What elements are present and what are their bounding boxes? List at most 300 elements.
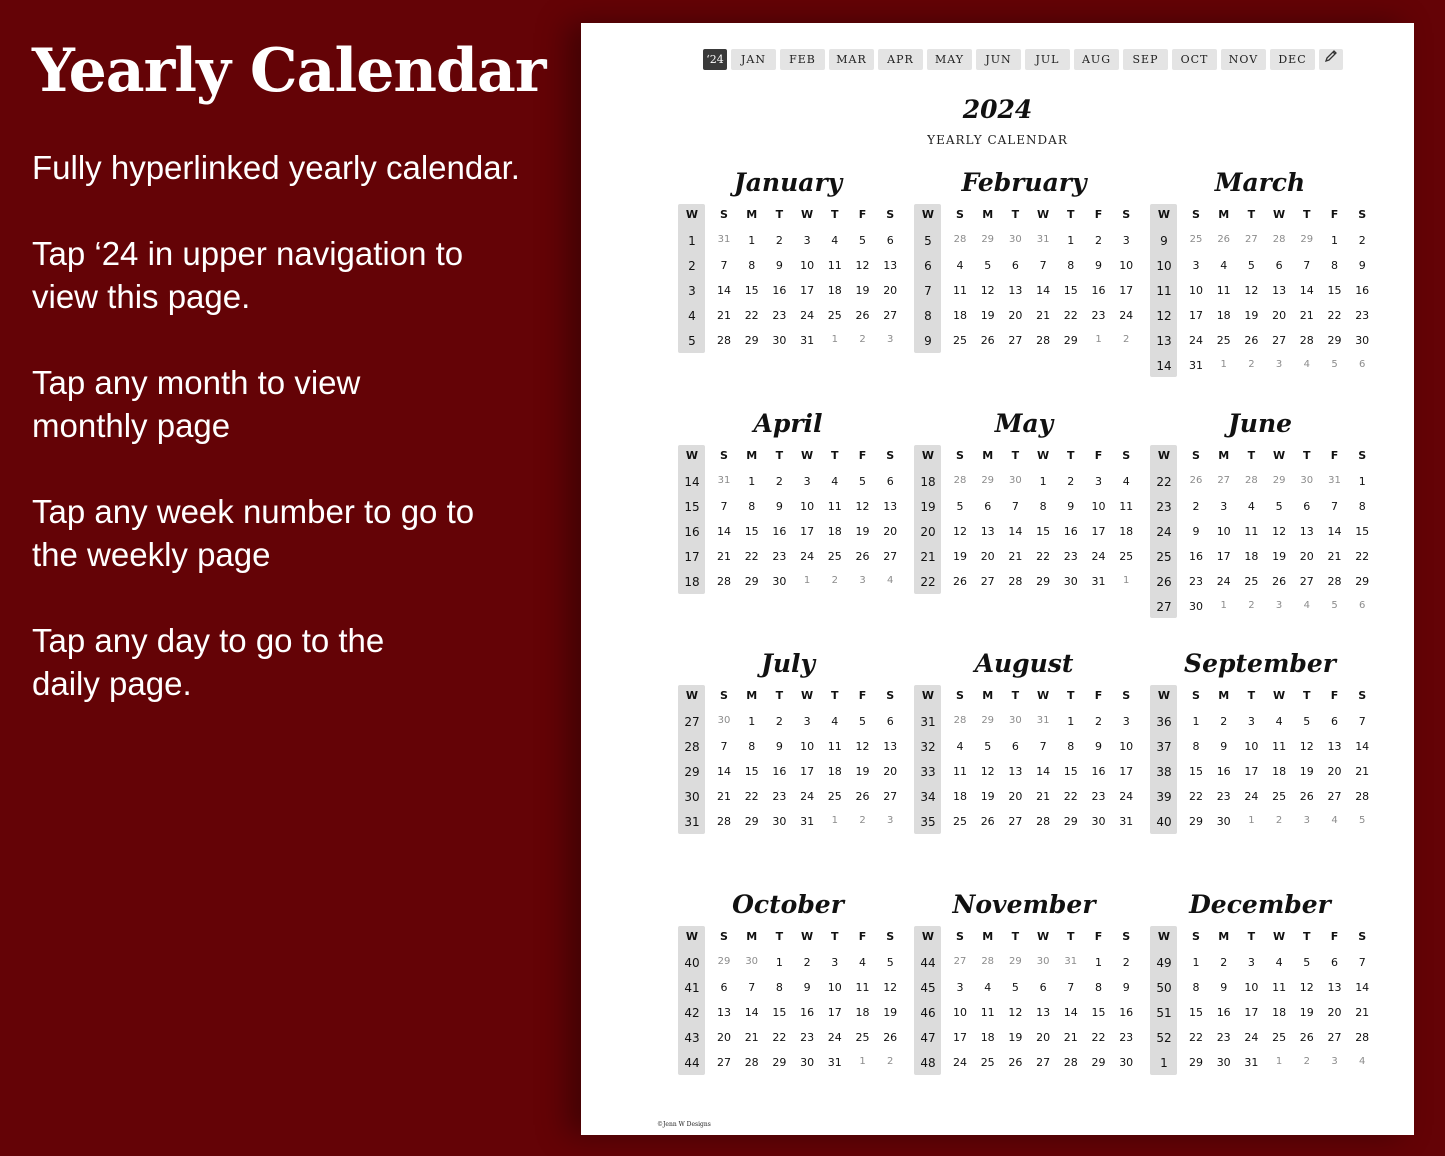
- day-cell[interactable]: 26: [1299, 789, 1314, 803]
- day-cell[interactable]: 22: [1063, 308, 1078, 322]
- day-cell[interactable]: 27: [883, 549, 898, 563]
- day-cell[interactable]: 28: [953, 234, 967, 245]
- day-cell[interactable]: 29: [744, 333, 759, 347]
- day-cell[interactable]: 7: [720, 739, 728, 753]
- day-cell[interactable]: 25: [827, 549, 842, 563]
- day-cell[interactable]: 19: [953, 549, 967, 563]
- day-cell[interactable]: 20: [1327, 764, 1342, 778]
- day-cell[interactable]: 2: [1095, 234, 1102, 247]
- day-cell[interactable]: 27: [1327, 789, 1342, 803]
- day-cell[interactable]: 28: [717, 814, 731, 828]
- day-cell[interactable]: 18: [827, 764, 842, 778]
- day-cell[interactable]: 1: [1095, 956, 1102, 969]
- day-cell[interactable]: 8: [1067, 258, 1075, 272]
- month-name-november[interactable]: November: [952, 890, 1096, 919]
- day-cell[interactable]: 10: [1119, 258, 1134, 272]
- month-name-september[interactable]: September: [1184, 649, 1336, 678]
- day-cell[interactable]: 7: [720, 499, 728, 513]
- day-cell[interactable]: 21: [1008, 549, 1023, 563]
- day-cell[interactable]: 16: [1216, 1005, 1231, 1019]
- nav-month-apr[interactable]: APR: [878, 49, 923, 70]
- nav-month-aug[interactable]: AUG: [1074, 49, 1119, 70]
- day-cell[interactable]: 22: [1327, 308, 1342, 322]
- day-cell[interactable]: 15: [1189, 764, 1203, 778]
- day-cell[interactable]: 31: [1064, 956, 1078, 967]
- week-number[interactable]: 22: [1156, 475, 1172, 489]
- week-number[interactable]: 18: [684, 574, 700, 589]
- day-cell[interactable]: 15: [744, 764, 759, 778]
- day-cell[interactable]: 22: [744, 549, 759, 563]
- day-cell[interactable]: 28: [953, 475, 967, 486]
- day-cell[interactable]: 22: [1036, 549, 1051, 563]
- day-cell[interactable]: 4: [984, 980, 992, 994]
- day-cell[interactable]: 9: [1220, 980, 1228, 994]
- day-cell[interactable]: 23: [772, 549, 787, 563]
- day-cell[interactable]: 23: [1216, 789, 1231, 803]
- day-cell[interactable]: 1: [1248, 814, 1255, 826]
- day-cell[interactable]: 27: [1008, 814, 1023, 828]
- day-cell[interactable]: 15: [1355, 524, 1370, 538]
- day-cell[interactable]: 29: [1063, 333, 1078, 347]
- week-number[interactable]: 52: [1156, 1030, 1172, 1045]
- day-cell[interactable]: 1: [1123, 574, 1130, 586]
- day-cell[interactable]: 30: [1009, 475, 1022, 486]
- day-cell[interactable]: 29: [1300, 234, 1314, 245]
- day-cell[interactable]: 16: [772, 524, 787, 538]
- day-cell[interactable]: 24: [1244, 789, 1259, 803]
- day-cell[interactable]: 30: [1216, 1055, 1231, 1069]
- day-cell[interactable]: 7: [1011, 499, 1019, 513]
- week-number[interactable]: 28: [684, 739, 700, 754]
- week-number[interactable]: 26: [1156, 574, 1172, 589]
- day-cell[interactable]: 4: [831, 715, 839, 728]
- day-cell[interactable]: 1: [831, 333, 838, 345]
- day-cell[interactable]: 10: [1189, 283, 1203, 297]
- day-cell[interactable]: 18: [1272, 764, 1287, 778]
- day-cell[interactable]: 11: [855, 980, 870, 994]
- day-cell[interactable]: 7: [1039, 258, 1047, 272]
- day-cell[interactable]: 28: [1245, 475, 1258, 486]
- day-cell[interactable]: 2: [1122, 956, 1130, 969]
- nav-year-button[interactable]: ‘24: [703, 49, 727, 70]
- day-cell[interactable]: 29: [1355, 574, 1370, 588]
- day-cell[interactable]: 1: [748, 715, 756, 728]
- day-cell[interactable]: 25: [1244, 574, 1259, 588]
- day-cell[interactable]: 19: [855, 764, 870, 778]
- day-cell[interactable]: 1: [859, 1055, 866, 1067]
- day-cell[interactable]: 18: [953, 789, 967, 803]
- day-cell[interactable]: 3: [887, 814, 894, 826]
- day-cell[interactable]: 11: [1244, 524, 1259, 538]
- day-cell[interactable]: 11: [1119, 499, 1134, 513]
- week-number[interactable]: 39: [1156, 789, 1172, 804]
- day-cell[interactable]: 8: [1192, 739, 1200, 753]
- day-cell[interactable]: 4: [1275, 715, 1283, 728]
- day-cell[interactable]: 14: [717, 764, 731, 778]
- day-cell[interactable]: 18: [1119, 524, 1134, 538]
- day-cell[interactable]: 26: [1244, 333, 1259, 347]
- day-cell[interactable]: 1: [1220, 599, 1227, 611]
- day-cell[interactable]: 28: [981, 956, 995, 967]
- week-number[interactable]: 42: [684, 1005, 700, 1020]
- week-number[interactable]: 21: [920, 549, 936, 564]
- day-cell[interactable]: 8: [748, 499, 756, 513]
- day-cell[interactable]: 15: [1327, 283, 1342, 297]
- day-cell[interactable]: 2: [775, 234, 783, 247]
- day-cell[interactable]: 18: [827, 283, 842, 297]
- day-cell[interactable]: 21: [1327, 549, 1342, 563]
- day-cell[interactable]: 20: [1299, 549, 1314, 563]
- day-cell[interactable]: 20: [883, 283, 898, 297]
- day-cell[interactable]: 9: [803, 980, 811, 994]
- day-cell[interactable]: 19: [980, 308, 995, 322]
- day-cell[interactable]: 16: [800, 1005, 815, 1019]
- day-cell[interactable]: 17: [953, 1030, 967, 1044]
- day-cell[interactable]: 2: [1303, 1055, 1310, 1067]
- day-cell[interactable]: 2: [803, 956, 811, 969]
- day-cell[interactable]: 30: [1009, 234, 1022, 245]
- day-cell[interactable]: 25: [827, 789, 842, 803]
- day-cell[interactable]: 26: [1189, 475, 1203, 486]
- day-cell[interactable]: 1: [748, 234, 756, 247]
- day-cell[interactable]: 11: [1272, 739, 1287, 753]
- week-number[interactable]: 9: [924, 333, 932, 348]
- day-cell[interactable]: 30: [1189, 599, 1203, 613]
- day-cell[interactable]: 10: [800, 499, 815, 513]
- day-cell[interactable]: 21: [744, 1030, 759, 1044]
- day-cell[interactable]: 13: [883, 258, 898, 272]
- day-cell[interactable]: 29: [1327, 333, 1342, 347]
- day-cell[interactable]: 26: [980, 814, 995, 828]
- day-cell[interactable]: 29: [744, 814, 759, 828]
- day-cell[interactable]: 24: [800, 549, 815, 563]
- week-number[interactable]: 22: [920, 574, 936, 589]
- day-cell[interactable]: 19: [855, 524, 870, 538]
- day-cell[interactable]: 15: [1063, 764, 1078, 778]
- day-cell[interactable]: 15: [1036, 524, 1051, 538]
- day-cell[interactable]: 9: [775, 739, 783, 753]
- day-cell[interactable]: 8: [1358, 499, 1366, 513]
- day-cell[interactable]: 31: [1189, 358, 1203, 372]
- day-cell[interactable]: 30: [1036, 956, 1050, 967]
- day-cell[interactable]: 19: [883, 1005, 898, 1019]
- week-number[interactable]: 25: [1156, 549, 1172, 564]
- week-number[interactable]: 14: [684, 475, 700, 489]
- day-cell[interactable]: 14: [717, 283, 731, 297]
- day-cell[interactable]: 2: [775, 475, 783, 488]
- day-cell[interactable]: 16: [1063, 524, 1078, 538]
- day-cell[interactable]: 26: [1008, 1055, 1023, 1069]
- day-cell[interactable]: 4: [1303, 599, 1310, 611]
- day-cell[interactable]: 7: [1303, 258, 1311, 272]
- nav-month-jul[interactable]: JUL: [1025, 49, 1070, 70]
- day-cell[interactable]: 26: [1217, 234, 1231, 245]
- day-cell[interactable]: 3: [803, 715, 811, 728]
- day-cell[interactable]: 21: [1036, 308, 1051, 322]
- day-cell[interactable]: 11: [827, 739, 842, 753]
- day-cell[interactable]: 2: [1248, 599, 1255, 611]
- day-cell[interactable]: 31: [800, 814, 815, 828]
- day-cell[interactable]: 19: [1299, 764, 1314, 778]
- day-cell[interactable]: 29: [1036, 574, 1051, 588]
- day-cell[interactable]: 30: [772, 814, 787, 828]
- day-cell[interactable]: 24: [827, 1030, 842, 1044]
- day-cell[interactable]: 2: [1248, 358, 1255, 370]
- day-cell[interactable]: 21: [717, 549, 731, 563]
- day-cell[interactable]: 27: [1272, 333, 1287, 347]
- day-cell[interactable]: 29: [744, 574, 759, 588]
- day-cell[interactable]: 24: [1216, 574, 1231, 588]
- day-cell[interactable]: 1: [1192, 956, 1200, 969]
- week-number[interactable]: 31: [684, 814, 700, 829]
- day-cell[interactable]: 26: [855, 308, 870, 322]
- day-cell[interactable]: 26: [855, 549, 870, 563]
- week-number[interactable]: 4: [688, 308, 696, 323]
- day-cell[interactable]: 31: [827, 1055, 842, 1069]
- day-cell[interactable]: 13: [1327, 980, 1342, 994]
- day-cell[interactable]: 3: [1192, 258, 1200, 272]
- day-cell[interactable]: 18: [1272, 1005, 1287, 1019]
- month-name-december[interactable]: December: [1189, 890, 1331, 919]
- day-cell[interactable]: 21: [717, 789, 731, 803]
- day-cell[interactable]: 29: [772, 1055, 787, 1069]
- day-cell[interactable]: 26: [883, 1030, 898, 1044]
- day-cell[interactable]: 29: [1063, 814, 1078, 828]
- week-number[interactable]: 15: [684, 499, 700, 514]
- day-cell[interactable]: 21: [1036, 789, 1051, 803]
- day-cell[interactable]: 8: [748, 739, 756, 753]
- day-cell[interactable]: 17: [1189, 308, 1203, 322]
- day-cell[interactable]: 17: [800, 283, 815, 297]
- day-cell[interactable]: 4: [956, 739, 964, 753]
- day-cell[interactable]: 13: [1272, 283, 1287, 297]
- nav-month-oct[interactable]: OCT: [1172, 49, 1217, 70]
- day-cell[interactable]: 31: [1036, 234, 1050, 245]
- day-cell[interactable]: 10: [800, 258, 815, 272]
- day-cell[interactable]: 24: [1119, 308, 1134, 322]
- week-number[interactable]: 34: [920, 789, 936, 804]
- day-cell[interactable]: 28: [1036, 333, 1051, 347]
- day-cell[interactable]: 20: [980, 549, 995, 563]
- week-number[interactable]: 17: [684, 549, 700, 564]
- day-cell[interactable]: 22: [1189, 789, 1203, 803]
- day-cell[interactable]: 13: [980, 524, 995, 538]
- day-cell[interactable]: 1: [831, 814, 838, 826]
- day-cell[interactable]: 3: [1303, 814, 1310, 826]
- day-cell[interactable]: 1: [803, 574, 811, 586]
- week-number[interactable]: 38: [1156, 764, 1172, 779]
- day-cell[interactable]: 10: [800, 739, 815, 753]
- day-cell[interactable]: 1: [1358, 475, 1366, 488]
- day-cell[interactable]: 10: [1119, 739, 1134, 753]
- day-cell[interactable]: 25: [980, 1055, 995, 1069]
- day-cell[interactable]: 10: [1216, 524, 1231, 538]
- week-number[interactable]: 44: [684, 1055, 700, 1070]
- day-cell[interactable]: 1: [1220, 358, 1227, 370]
- day-cell[interactable]: 7: [720, 258, 728, 272]
- day-cell[interactable]: 29: [981, 234, 995, 245]
- day-cell[interactable]: 4: [859, 956, 866, 969]
- day-cell[interactable]: 15: [744, 524, 759, 538]
- day-cell[interactable]: 1: [748, 475, 756, 488]
- day-cell[interactable]: 5: [1011, 980, 1019, 994]
- day-cell[interactable]: 19: [1299, 1005, 1314, 1019]
- day-cell[interactable]: 27: [1299, 574, 1314, 588]
- day-cell[interactable]: 24: [800, 308, 815, 322]
- week-number[interactable]: 35: [920, 814, 936, 829]
- day-cell[interactable]: 2: [1220, 956, 1228, 969]
- day-cell[interactable]: 27: [1217, 475, 1231, 486]
- day-cell[interactable]: 28: [717, 333, 731, 347]
- day-cell[interactable]: 22: [744, 789, 759, 803]
- day-cell[interactable]: 6: [1359, 358, 1366, 370]
- day-cell[interactable]: 30: [745, 956, 759, 967]
- week-number[interactable]: 16: [684, 524, 700, 539]
- day-cell[interactable]: 20: [1008, 789, 1023, 803]
- week-number[interactable]: 49: [1156, 956, 1172, 970]
- day-cell[interactable]: 8: [775, 980, 783, 994]
- day-cell[interactable]: 29: [1189, 1055, 1203, 1069]
- day-cell[interactable]: 20: [1036, 1030, 1051, 1044]
- day-cell[interactable]: 14: [1355, 739, 1370, 753]
- day-cell[interactable]: 2: [1358, 234, 1366, 247]
- day-cell[interactable]: 20: [717, 1030, 731, 1044]
- day-cell[interactable]: 12: [980, 764, 995, 778]
- day-cell[interactable]: 1: [1192, 715, 1200, 728]
- day-cell[interactable]: 30: [1355, 333, 1370, 347]
- day-cell[interactable]: 25: [1189, 234, 1203, 245]
- day-cell[interactable]: 5: [859, 234, 866, 247]
- day-cell[interactable]: 11: [953, 283, 967, 297]
- day-cell[interactable]: 12: [855, 258, 870, 272]
- day-cell[interactable]: 27: [883, 308, 898, 322]
- day-cell[interactable]: 28: [1008, 574, 1023, 588]
- day-cell[interactable]: 27: [953, 956, 967, 967]
- week-number[interactable]: 19: [920, 499, 936, 514]
- day-cell[interactable]: 22: [1189, 1030, 1203, 1044]
- day-cell[interactable]: 21: [1063, 1030, 1078, 1044]
- day-cell[interactable]: 9: [1192, 524, 1200, 538]
- day-cell[interactable]: 13: [883, 499, 898, 513]
- week-number[interactable]: 31: [920, 715, 936, 729]
- day-cell[interactable]: 9: [775, 258, 783, 272]
- day-cell[interactable]: 6: [1275, 258, 1283, 272]
- day-cell[interactable]: 6: [886, 475, 894, 488]
- day-cell[interactable]: 6: [886, 234, 894, 247]
- day-cell[interactable]: 9: [1095, 739, 1102, 753]
- day-cell[interactable]: 3: [859, 574, 866, 586]
- week-number[interactable]: 43: [684, 1030, 700, 1045]
- day-cell[interactable]: 17: [1244, 1005, 1259, 1019]
- day-cell[interactable]: 12: [1299, 739, 1314, 753]
- day-cell[interactable]: 2: [1220, 715, 1228, 728]
- day-cell[interactable]: 18: [980, 1030, 995, 1044]
- day-cell[interactable]: 2: [1192, 499, 1200, 513]
- day-cell[interactable]: 21: [1299, 308, 1314, 322]
- month-name-january[interactable]: January: [733, 168, 843, 197]
- week-number[interactable]: 24: [1156, 524, 1172, 539]
- day-cell[interactable]: 30: [1300, 475, 1314, 486]
- day-cell[interactable]: 26: [1299, 1030, 1314, 1044]
- day-cell[interactable]: 13: [883, 739, 898, 753]
- week-number[interactable]: 45: [920, 980, 936, 995]
- week-number[interactable]: 5: [688, 333, 696, 348]
- day-cell[interactable]: 9: [775, 499, 783, 513]
- day-cell[interactable]: 14: [744, 1005, 759, 1019]
- day-cell[interactable]: 17: [800, 524, 815, 538]
- day-cell[interactable]: 11: [827, 258, 842, 272]
- day-cell[interactable]: 10: [827, 980, 842, 994]
- week-number[interactable]: 36: [1156, 715, 1172, 729]
- day-cell[interactable]: 8: [1192, 980, 1200, 994]
- day-cell[interactable]: 4: [1331, 814, 1338, 826]
- day-cell[interactable]: 16: [772, 764, 787, 778]
- day-cell[interactable]: 2: [1067, 475, 1075, 488]
- day-cell[interactable]: 31: [1036, 715, 1050, 726]
- day-cell[interactable]: 27: [1327, 1030, 1342, 1044]
- week-number[interactable]: 41: [684, 980, 700, 995]
- day-cell[interactable]: 2: [887, 1055, 894, 1067]
- day-cell[interactable]: 1: [1067, 715, 1075, 728]
- day-cell[interactable]: 3: [803, 234, 811, 247]
- day-cell[interactable]: 17: [1216, 549, 1231, 563]
- day-cell[interactable]: 12: [1244, 283, 1259, 297]
- day-cell[interactable]: 24: [1189, 333, 1203, 347]
- month-name-july[interactable]: July: [760, 649, 816, 678]
- day-cell[interactable]: 29: [981, 475, 995, 486]
- week-number[interactable]: 40: [1156, 814, 1172, 829]
- nav-month-jan[interactable]: JAN: [731, 49, 776, 70]
- day-cell[interactable]: 8: [1095, 980, 1102, 994]
- day-cell[interactable]: 14: [717, 524, 731, 538]
- day-cell[interactable]: 23: [800, 1030, 815, 1044]
- day-cell[interactable]: 5: [1359, 814, 1366, 826]
- day-cell[interactable]: 6: [1039, 980, 1047, 994]
- day-cell[interactable]: 22: [1063, 789, 1078, 803]
- day-cell[interactable]: 31: [1119, 814, 1134, 828]
- day-cell[interactable]: 30: [1063, 574, 1078, 588]
- day-cell[interactable]: 23: [1091, 308, 1106, 322]
- day-cell[interactable]: 4: [956, 258, 964, 272]
- day-cell[interactable]: 6: [1331, 956, 1338, 969]
- day-cell[interactable]: 28: [1355, 1030, 1370, 1044]
- day-cell[interactable]: 25: [953, 814, 967, 828]
- day-cell[interactable]: 28: [1355, 789, 1370, 803]
- day-cell[interactable]: 5: [1275, 499, 1283, 513]
- day-cell[interactable]: 5: [984, 739, 992, 753]
- day-cell[interactable]: 11: [827, 499, 842, 513]
- day-cell[interactable]: 31: [1244, 1055, 1259, 1069]
- day-cell[interactable]: 23: [772, 308, 787, 322]
- day-cell[interactable]: 8: [1331, 258, 1338, 272]
- week-number[interactable]: 12: [1156, 308, 1172, 323]
- day-cell[interactable]: 9: [1122, 980, 1130, 994]
- day-cell[interactable]: 15: [772, 1005, 787, 1019]
- day-cell[interactable]: 5: [1303, 956, 1311, 969]
- day-cell[interactable]: 10: [953, 1005, 967, 1019]
- week-number[interactable]: 27: [1156, 599, 1172, 614]
- day-cell[interactable]: 15: [744, 283, 759, 297]
- day-cell[interactable]: 23: [1063, 549, 1078, 563]
- month-name-february[interactable]: February: [961, 168, 1087, 197]
- day-cell[interactable]: 28: [744, 1055, 759, 1069]
- week-number[interactable]: 5: [924, 234, 932, 248]
- day-cell[interactable]: 2: [859, 814, 866, 826]
- day-cell[interactable]: 17: [1244, 764, 1259, 778]
- day-cell[interactable]: 7: [748, 980, 756, 994]
- day-cell[interactable]: 13: [1327, 739, 1342, 753]
- day-cell[interactable]: 7: [1358, 956, 1366, 969]
